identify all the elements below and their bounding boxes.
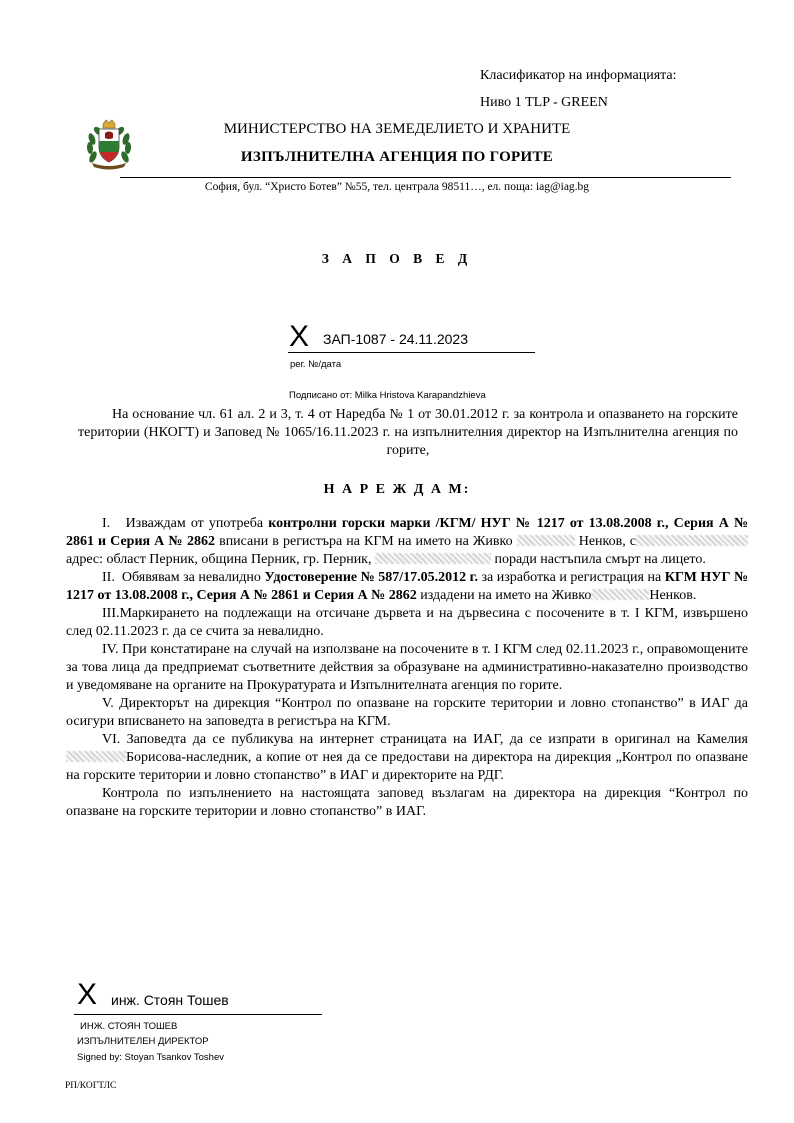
redacted-address [375,553,491,564]
item-5: V. Директорът на дирекция “Контрол по опазване на горските територии и ловно стопанство” в ИАГ да осигури вписването на заповедта в регистъра на КГМ. [66,696,748,729]
preamble: На основание чл. 61 ал. 2 и 3, т. 4 от Наредба № 1 от 30.01.2012 г. за контрола и опазването на горските територии (НКОГТ) и Заповед № 1065/16.11.2023 г. на изпълнителния директор на Изпълнителна агенция по горите, [78,407,738,458]
classification-label: Класификатор на информацията: [480,68,677,83]
document-title: З А П О В Е Д [321,251,473,266]
registration-number: ЗАП-1087 - 24.11.2023 [323,331,468,347]
control-clause: Контрола по изпълнението на настоящата заповед възлагам на директора на дирекция “Контрол по опазване на горските територии и ловно стопанство” в ИАГ. [66,786,748,819]
redacted-id [636,535,748,546]
redacted-name [517,535,575,546]
classification-level: Ниво 1 TLP - GREEN [480,95,608,110]
item-3: III.Маркирането на подлежащи на отсичане дървета и на дървесина с посочените в т. I КГМ, извършено след 02.11.2023 г. да се счита за невалидно. [66,606,748,639]
ministry-name: МИНИСТЕРСТВО НА ЗЕМЕДЕЛИЕТО И ХРАНИТЕ [223,121,571,137]
item-4: IV. При констатиране на случай на използване на посочените в т. I КГМ след 02.11.2023 г., оправомощените за това лица да предприемат съответните действия за образуване на административно-наказателно производство и уведомяване на органите на Прокуратурата и Изпълнителната агенция по горите. [66,642,748,693]
registration-caption: рег. №/дата [290,359,342,370]
footer-code: РП/КОГТЛС [65,1081,117,1091]
header-divider [120,177,731,178]
agency-name: ИЗПЪЛНИТЕЛНА АГЕНЦИЯ ПО ГОРИТЕ [240,149,554,165]
signatory-role: ИЗПЪЛНИТЕЛЕН ДИРЕКТОР [77,1036,209,1047]
redacted-name [591,589,649,600]
signature-x-mark: X [77,978,98,1011]
signature-name: инж. Стоян Тошев [111,992,229,1008]
signed-by-registrar: Подписано от: Milka Hristova Karapandzhieva [289,390,486,401]
signed-by-director: Signed by: Stoyan Tsankov Toshev [77,1052,224,1063]
registration-x-mark: X [289,320,310,353]
signatory-name: ИНЖ. СТОЯН ТОШЕВ [80,1021,178,1032]
item-2: II. Обявявам за невалидно Удостоверение № 587/17.05.2012 г. за изработка и регистрация на КГМ НУГ № 1217 от 13.08.2008 г., Серия А № 2861 и Серия А № 2862 издадени на името на Живко Ненков. [66,570,749,603]
item-1: I. Изваждам от употреба контролни горски марки /КГМ/ НУГ № 1217 от 13.08.2008 г., Серия А № 2861 и Серия А № 2862 вписани в регистъра на КГМ на името на Живко Ненков, с адрес: област Перник, община Перник, гр. Перник, поради настъпила смърт на лицето. [66,516,749,567]
item-6: VI. Заповедта да се публикува на интернет страницата на ИАГ, да се изпрати в оригинал на Камелия Борисова-наследник, а копие от нея да се предостави на директора на дирекция „Контрол по опазване на горските територии и ловно стопанство” в ИАГ и директорите на РДГ. [66,732,748,783]
registration-line [288,352,535,353]
signature-line [74,1014,322,1015]
redacted-name [66,751,126,762]
order-items [66,515,748,821]
order-heading: Н А Р Е Ж Д А М: [323,482,471,497]
agency-address: София, бул. “Христо Ботев” №55, тел. централа 98511…, ел. поща: iag@iag.bg [204,181,590,193]
